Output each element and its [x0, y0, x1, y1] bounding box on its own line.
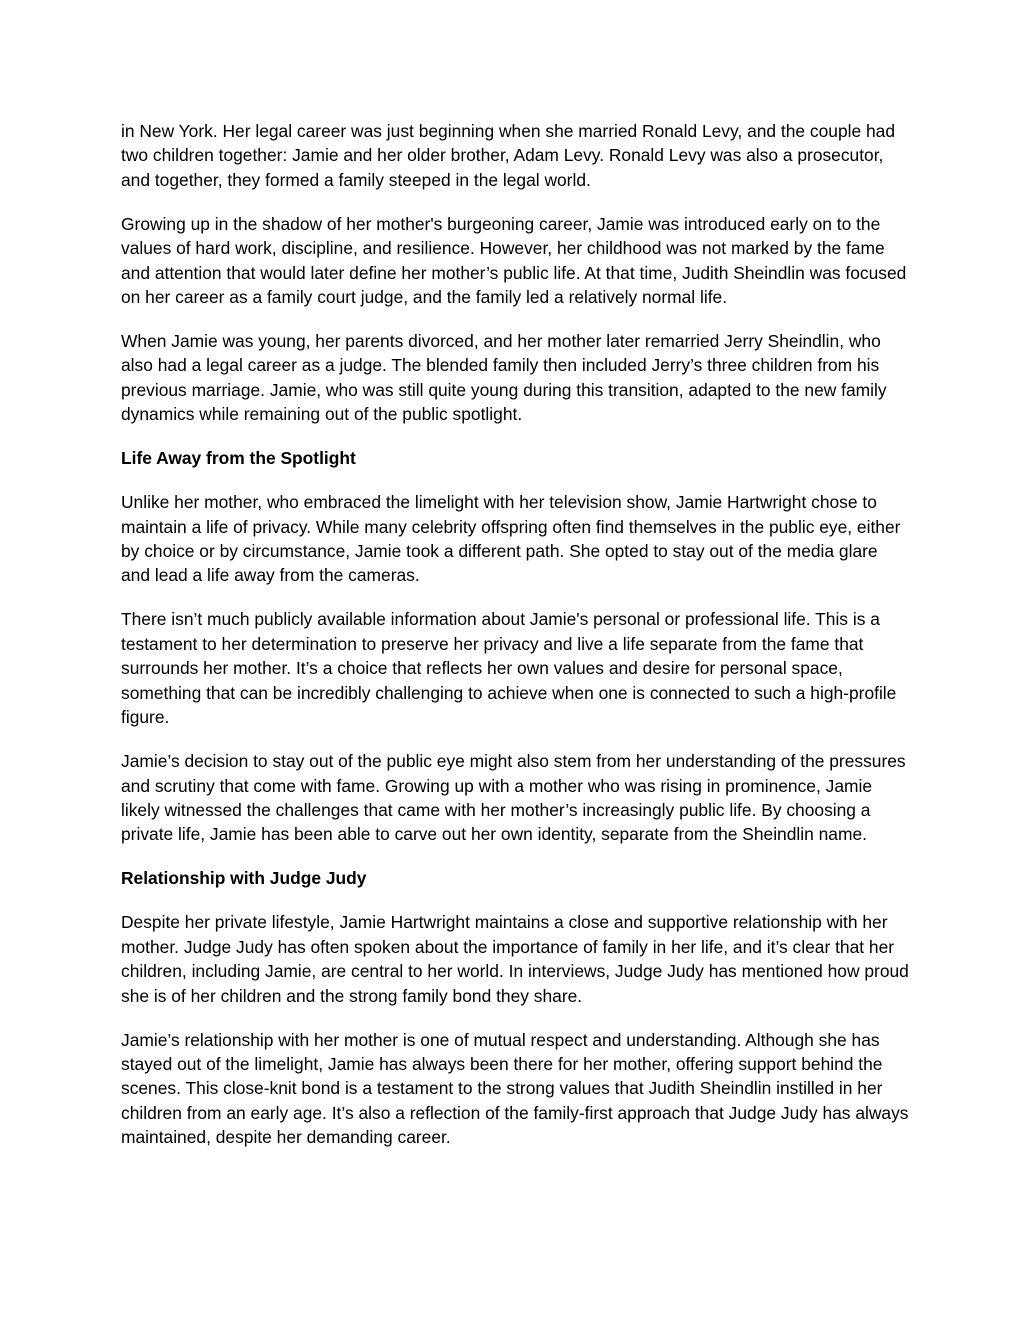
paragraph: in New York. Her legal career was just beginning when she married Ronald Levy, and the couple had two children together: Jamie and her older brother, Adam Levy. Ronald Levy was also a prosecutor, and together, they formed a family steeped in the legal world. [121, 121, 896, 190]
paragraph: There isn’t much publicly available information about Jamie's personal or professional life. This is a testament to her determination to preserve her privacy and live a life separate from the fame that surrounds her mother. It’s a choice that reflects her own values and desire for personal space, something that can be incredibly challenging to achieve when one is connected to such a high-profile figure. [121, 609, 897, 728]
paragraph: When Jamie was young, her parents divorced, and her mother later remarried Jerry Sheindlin, who also had a legal career as a judge. The blended family then included Jerry’s three children from his previous marriage. Jamie, who was still quite young during this transition, adapted to the new family dynamics while remaining out of the public spotlight. [121, 331, 887, 425]
paragraph: Jamie’s decision to stay out of the public eye might also stem from her understanding of the pressures and scrutiny that come with fame. Growing up with a mother who was rising in prominence, Jamie likely witnessed the challenges that came with her mother’s increasingly public life. By choosing a private life, Jamie has been able to carve out her own identity, separate from the Sheindlin name. [121, 751, 906, 845]
paragraph: Despite her private lifestyle, Jamie Hartwright maintains a close and supportive relationship with her mother. Judge Judy has often spoken about the importance of family in her life, and it’s clear that her children, including Jamie, are central to her world. In interviews, Judge Judy has mentioned how proud she is of her children and the strong family bond they share. [121, 912, 909, 1006]
document-body [121, 119, 911, 1169]
section-heading: Life Away from the Spotlight [121, 448, 356, 469]
section-heading: Relationship with Judge Judy [121, 868, 367, 889]
paragraph: Growing up in the shadow of her mother's burgeoning career, Jamie was introduced early on to the values of hard work, discipline, and resilience. However, her childhood was not marked by the fame and attention that would later define her mother’s public life. At that time, Judith Sheindlin was focused on her career as a family court judge, and the family led a relatively normal life. [121, 213, 907, 308]
paragraph: Unlike her mother, who embraced the limelight with her television show, Jamie Hartwright chose to maintain a life of privacy. While many celebrity offspring often find themselves in the public eye, either by choice or by circumstance, Jamie took a different path. She opted to stay out of the media glare and lead a life away from the cameras. [121, 492, 901, 586]
paragraph: Jamie’s relationship with her mother is one of mutual respect and understanding. Although she has stayed out of the limelight, Jamie has always been there for her mother, offering support behind the scenes. This close-knit bond is a testament to the strong values that Judith Sheindlin instilled in her children from an early age. It’s also a reflection of the family-first approach that Judge Judy has always maintained, despite her demanding career. [121, 1029, 909, 1148]
